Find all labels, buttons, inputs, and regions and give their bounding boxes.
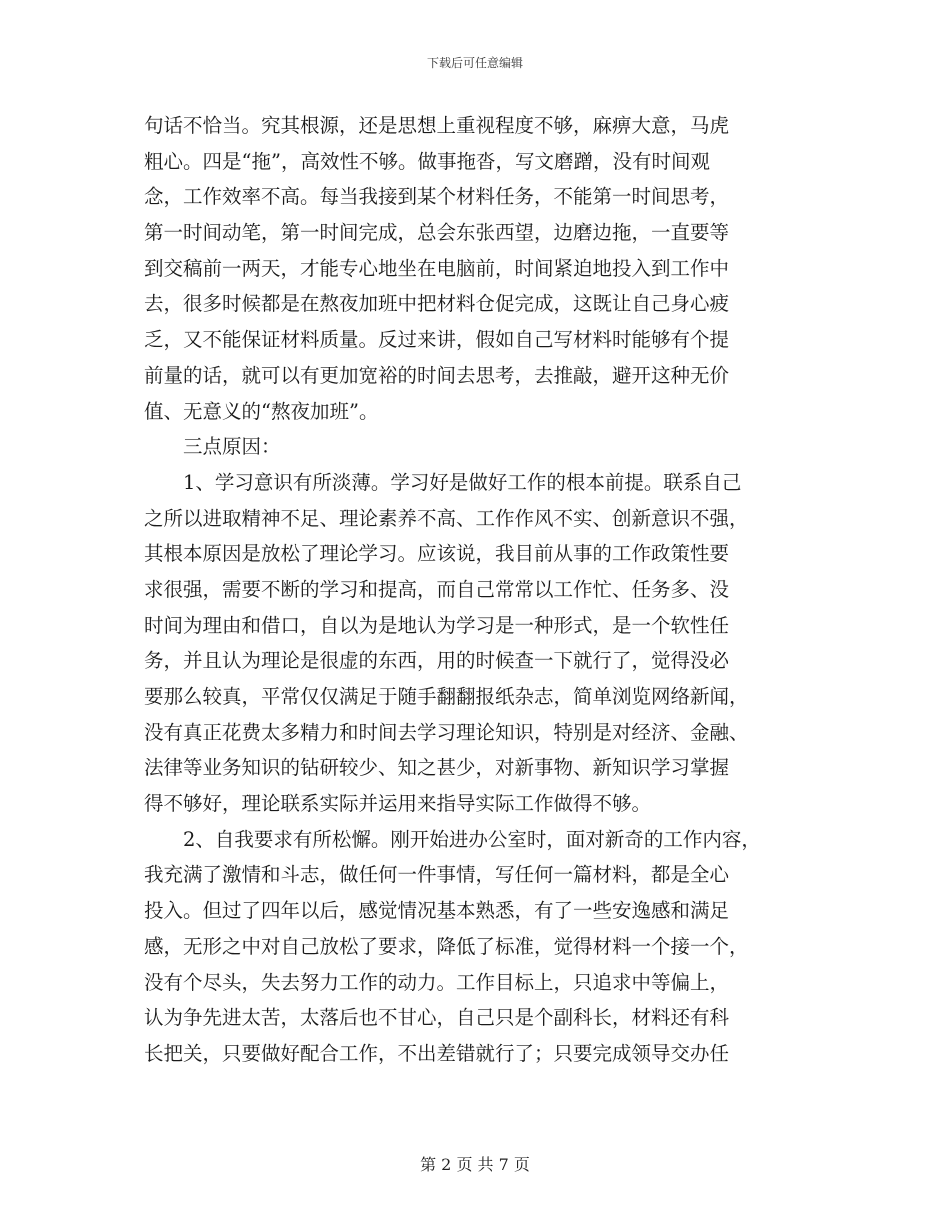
text-line: 1、学习意识有所淡薄。学习好是做好工作的根本前提。联系自己 xyxy=(144,470,742,494)
text-line: 第一时间动笔，第一时间完成，总会东张西望，边磨边拖，一直要等 xyxy=(144,221,730,245)
text-line: 没有真正花费太多精力和时间去学习理论知识，特别是对经济、金融、 xyxy=(144,720,749,744)
text-line: 之所以进取精神不足、理论素养不高、工作作风不实、创新意识不强， xyxy=(144,506,749,530)
text-line: 值、无意义的“熬夜加班”。 xyxy=(144,399,379,423)
page-number: 第 2 页 共 7 页 xyxy=(420,1155,530,1174)
text-line: 我充满了激情和斗志，做任何一件事情，写任何一篇材料，都是全心 xyxy=(144,863,730,887)
section-heading: 三点原因： xyxy=(144,435,281,459)
text-line: 念，工作效率不高。每当我接到某个材料任务，不能第一时间思考， xyxy=(144,185,730,209)
text-line: 得不够好，理论联系实际并运用来指导实际工作做得不够。 xyxy=(144,792,652,816)
text-line: 去，很多时候都是在熬夜加班中把材料仓促完成，这既让自己身心疲 xyxy=(144,292,730,316)
text-line: 求很强，需要不断的学习和提高，而自己常常以工作忙、任务多、没 xyxy=(144,577,730,601)
text-line: 要那么较真，平常仅仅满足于随手翻翻报纸杂志，简单浏览网络新闻， xyxy=(144,685,749,708)
text-line: 粗心。四是“拖”，高效性不够。做事拖沓，写文磨蹭，没有时间观 xyxy=(144,149,710,173)
text-line: 法律等业务知识的钻研较少、知之甚少，对新事物、新知识学习掌握 xyxy=(144,756,730,780)
text-line: 长把关，只要做好配合工作，不出差错就行了；只要完成领导交办任 xyxy=(144,1041,730,1065)
text-line: 句话不恰当。究其根源，还是思想上重视程度不够，麻痹大意，马虎 xyxy=(144,114,730,137)
text-line: 没有个尽头，失去努力工作的动力。工作目标上，只追求中等偏上， xyxy=(144,970,730,994)
text-line: 其根本原因是放松了理论学习。应该说，我目前从事的工作政策性要 xyxy=(144,542,730,566)
text-line: 感，无形之中对自己放松了要求，降低了标准，觉得材料一个接一个， xyxy=(144,934,749,958)
text-line: 前量的话，就可以有更加宽裕的时间去思考，去推敲，避开这种无价 xyxy=(144,363,730,387)
page-header: 下载后可任意编辑 xyxy=(426,56,523,70)
text-line: 乏，又不能保证材料质量。反过来讲，假如自己写材料时能够有个提 xyxy=(144,328,730,352)
text-line: 2、自我要求有所松懈。刚开始进办公室时，面对新奇的工作内容， xyxy=(144,827,761,851)
text-line: 投入。但过了四年以后，感觉情况基本熟悉，有了一些安逸感和满足 xyxy=(144,899,730,923)
document-body xyxy=(144,108,816,1072)
text-line: 时间为理由和借口，自以为是地认为学习是一种形式，是一个软性任 xyxy=(144,613,730,637)
text-line: 务，并且认为理论是很虚的东西，用的时候查一下就行了，觉得没必 xyxy=(144,649,730,673)
text-line: 到交稿前一两天，才能专心地坐在电脑前，时间紧迫地投入到工作中 xyxy=(144,256,730,280)
text-line: 认为争先进太苦，太落后也不甘心，自己只是个副科长，材料还有科 xyxy=(144,1006,730,1030)
